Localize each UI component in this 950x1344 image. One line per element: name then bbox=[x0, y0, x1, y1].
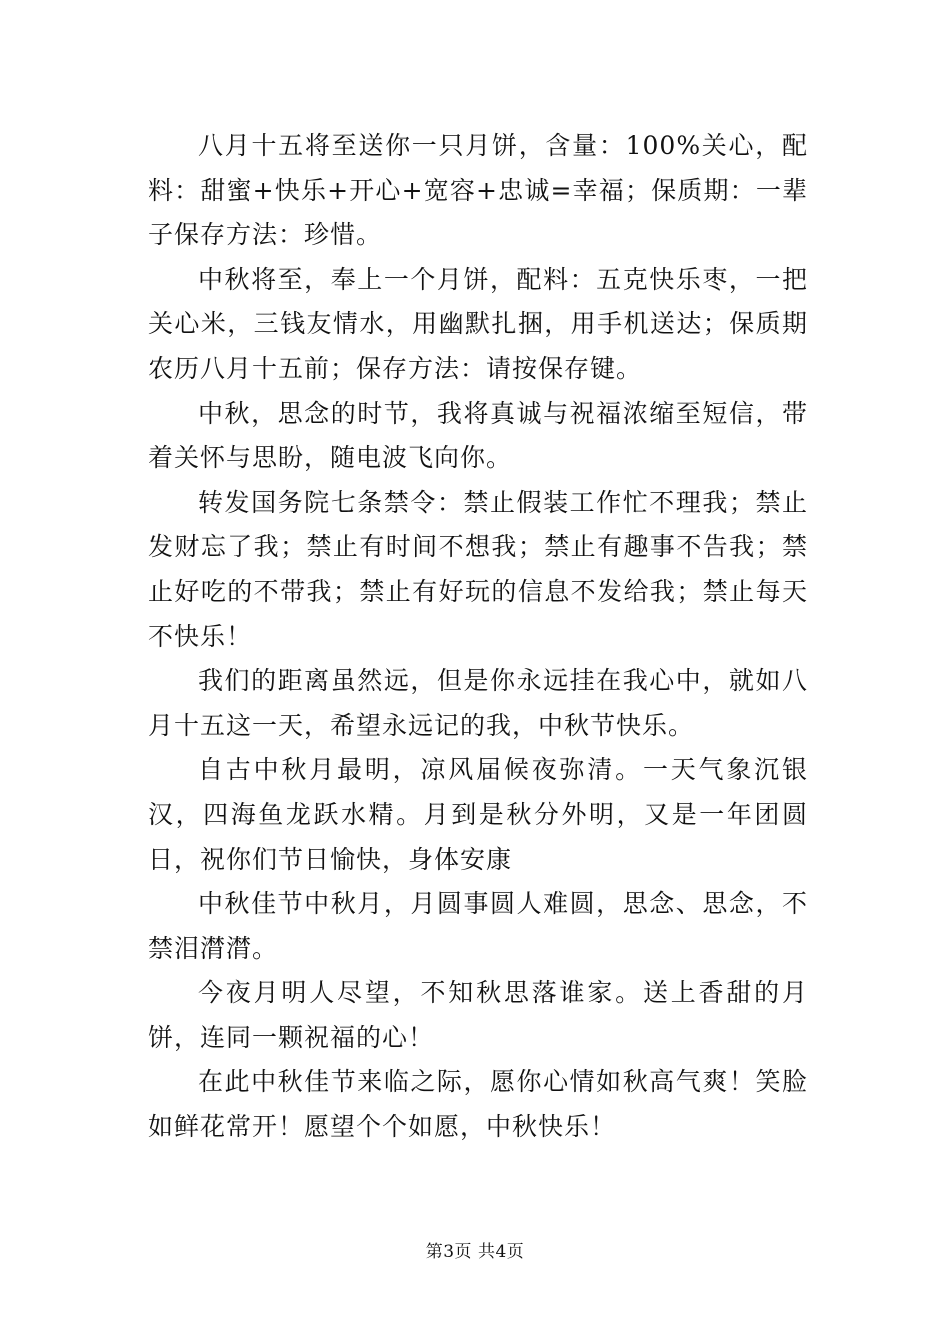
paragraph-2: 中秋将至，奉上一个月饼，配料：五克快乐枣，一把关心米，三钱友情水，用幽默扎捆，用手机送达；保质期农历八月十五前；保存方法：请按保存键。 bbox=[148, 264, 808, 383]
paragraph-3: 中秋，思念的时节，我将真诚与祝福浓缩至短信，带着关怀与思盼，随电波飞向你。 bbox=[148, 398, 808, 473]
paragraph-1: 八月十五将至送你一只月饼，含量：100%关心，配料：甜蜜+快乐+开心+宽容+忠诚=幸福；保质期：一辈子保存方法：珍惜。 bbox=[148, 131, 808, 250]
document-body bbox=[148, 124, 808, 1150]
paragraph-9: 在此中秋佳节来临之际，愿你心情如秋高气爽！笑脸如鲜花常开！愿望个个如愿，中秋快乐！ bbox=[148, 1067, 808, 1142]
paragraph-5: 我们的距离虽然远，但是你永远挂在我心中，就如八月十五这一天，希望永远记的我，中秋节快乐。 bbox=[148, 666, 808, 740]
paragraph-6: 自古中秋月最明，凉风届候夜弥清。一天气象沉银汉，四海鱼龙跃水精。月到是秋分外明，又是一年团圆日，祝你们节日愉快，身体安康 bbox=[148, 755, 808, 874]
paragraph-8: 今夜月明人尽望，不知秋思落谁家。送上香甜的月饼，连同一颗祝福的心！ bbox=[148, 978, 808, 1052]
paragraph-7: 中秋佳节中秋月，月圆事圆人难圆，思念、思念，不禁泪潸潸。 bbox=[148, 889, 808, 963]
page-footer: 第3页 共4页 bbox=[425, 1242, 525, 1262]
paragraph-4: 转发国务院七条禁令：禁止假装工作忙不理我；禁止发财忘了我；禁止有时间不想我；禁止有趣事不告我；禁止好吃的不带我；禁止有好玩的信息不发给我；禁止每天不快乐！ bbox=[148, 487, 808, 651]
